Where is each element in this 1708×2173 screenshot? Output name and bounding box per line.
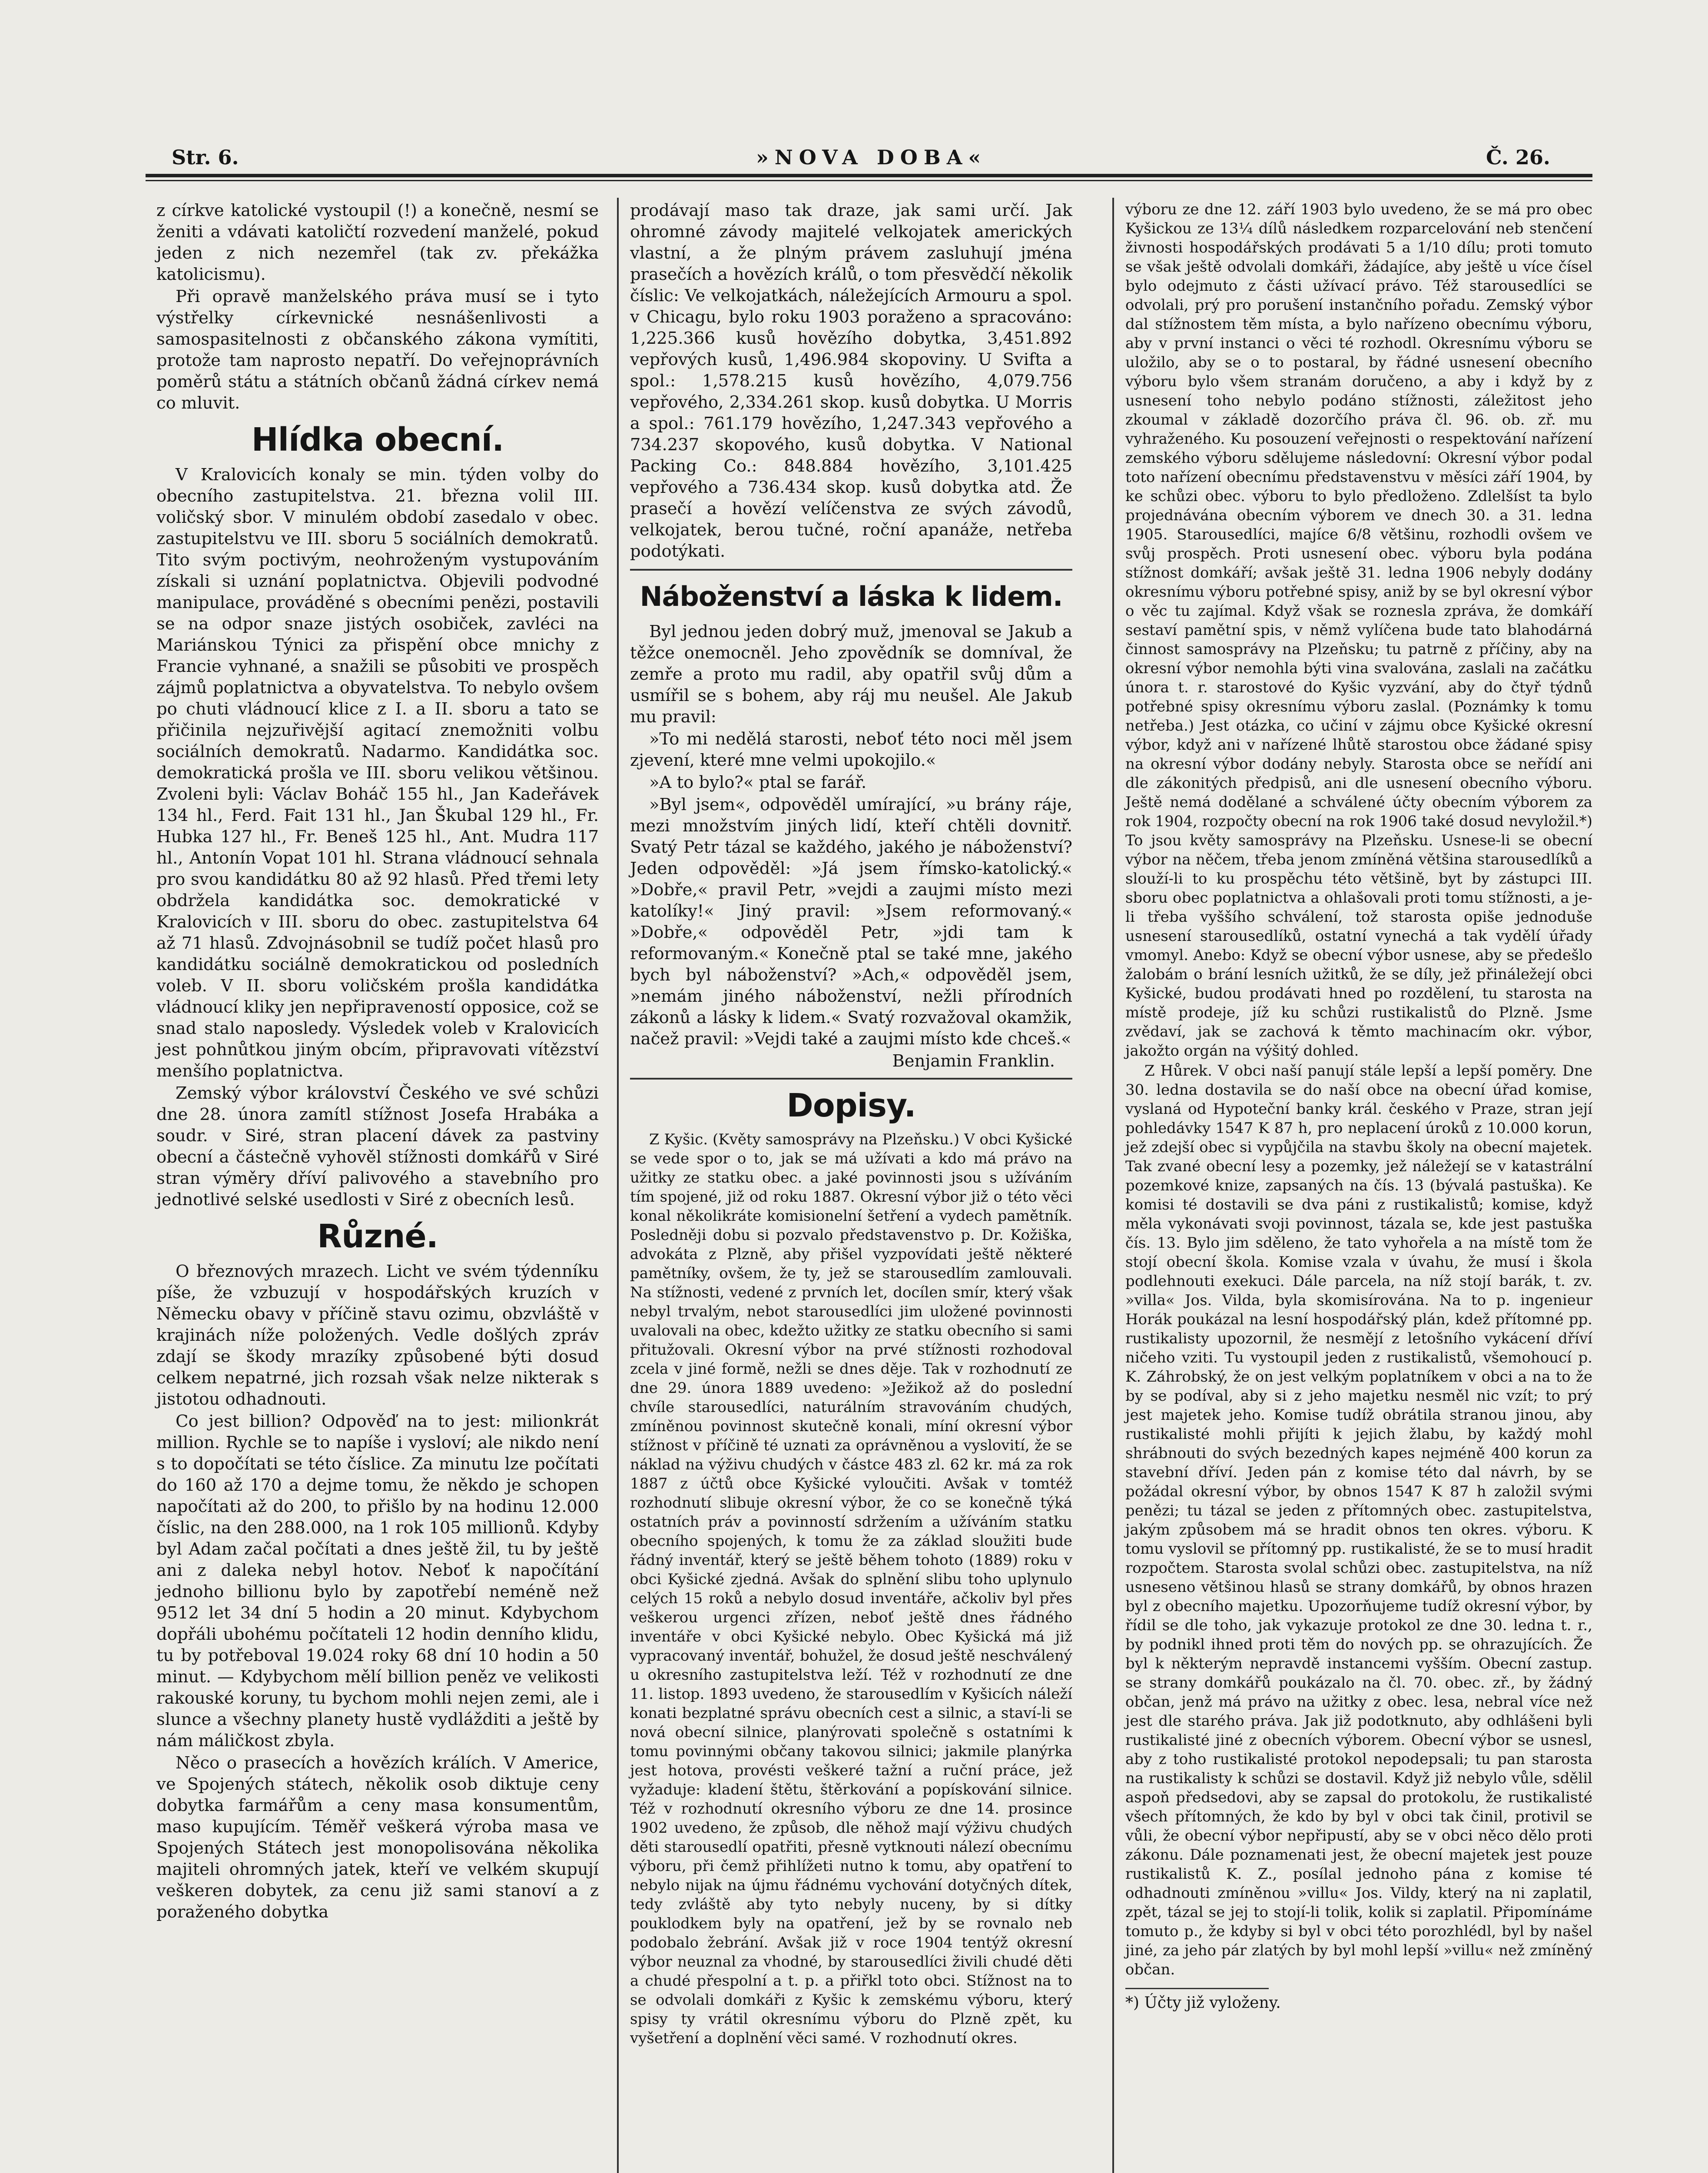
article-paragraph: Při opravě manželského práva musí se i tyto výstřelky církevnické nesnášenlivosti a samospasitelnosti z občanského zákona vymítiti, protože tam naprosto nepatří. Do veřejnoprávních poměrů státu a státních občanů žádná církev nemá co mluvit. [156, 287, 599, 413]
article-paragraph: »A to bylo?« ptal se farář. [649, 773, 867, 792]
footnote-rule [1125, 1988, 1269, 1989]
article-paragraph: Co jest billion? Odpověď na to jest: milionkrát million. Rychle se to napíše i vysloví; ale nikdo není s to dopočítati se této číslice. Za minutu lze počítati do 160 až 170 a dejme tomu, že někdo je schopen napočítati až do 200, to přišlo by na hodinu 12.000 číslic, na den 288.000, na 1 rok 105 millionů. Kdyby byl Adam začal počítati a dnes ještě žil, tu by ještě ani z daleka nebyl hotov. Neboť k napočítání jednoho billionu bylo by zapotřebí neméně než 9512 let 34 dní 5 hodin a 20 minut. Kdybychom dopřáli ubohému počítateli 12 hodin denního klidu, tu by potřeboval 19.024 roky 68 dní 10 hodin a 50 minut. — Kdybychom mělí billion peněz ve velikosti rakouské koruny, tu bychom mohli nejen zemi, ale i slunce a všechny planety hustě vydlážditi a ještě by nám máličkost zbyla. [156, 1412, 599, 1751]
article-paragraph: prodávají maso tak draze, jak sami určí. Jak ohromné závody majitelé velkojatek amerických vlastní, a že plným právem zasluhují jména prasečích a hovězích králů, o tom přesvědčí několik číslic: Ve velkojatkách, náležejících Armouru a spol. v Chicagu, bylo roku 1903 poraženo a spracováno: 1,225.366 kusů hovězího dobytka, 3,451.892 vepřových kusů, 1,496.984 skopoviny. U Svifta a spol.: 1,578.215 kusů hovězího, 4,079.756 vepřového, 2,334.261 skop. kusů dobytka. U Morris a spol.: 761.179 hovězího, 1,247.343 vepřového a 734.237 skopového, kusů dobytka. V National Packing Co.: 848.884 hovězího, 3,101.425 vepřového a 736.434 skop. kusů dobytka atd. Že prasečí a hovězí velíčenstva ze svých závodů, velkojatek, berou tučné, roční apanáže, netřeba podotýkati. [630, 201, 1072, 561]
article-paragraph: Byl jednou jeden dobrý muž, jmenoval se Jakub a těžce onemocněl. Jeho zpovědník se domníval, že zemře a proto mu radil, aby opatřil svůj dům a usmířil se s bohem, aby ráj mu neušel. Ale Jakub mu pravil: [630, 622, 1072, 727]
section-rule [630, 1078, 1072, 1080]
article-paragraph: Něco o prasecích a hovězích králích. V Americe, ve Spojených státech, několik osob diktuje ceny dobytka farmářům a ceny masa konsumentům, maso kupujícím. Téměř veškerá výroba masa ve Spojených Státech jest monopolisována několika majiteli ohromných jatek, kteří ve velkém skupují veškeren dobytek, za cenu již sami stanoví a z poraženého dobytka [156, 1753, 599, 1922]
article-signature: Benjamin Franklin. [892, 1051, 1055, 1071]
article-paragraph: Zemský výbor království Českého ve své schůzi dne 28. února zamítl stížnost Josefa Hrabáka a soudr. v Siré, stran placení dávek za pastviny obecní a částečně vyhověl stížnosti domkářů v Siré stran výměry dříví palivového a stavebního pro jednotlivé selské usedlosti v Siré z obecních lesů. [156, 1083, 599, 1209]
article-paragraph: O březnových mrazech. Licht ve svém týdenníku píše, že vzbuzují v hospodářských kruzích v Německu obavy v příčině stavu ozimu, obzvláště v krajinách níže položených. Vedle došlých zpráv zdají se škody mrazíky způsobené býti dosud celkem nepatrné, jich rozsah však nelze nikterak s jistotou odhadnouti. [156, 1262, 599, 1409]
column-1 [156, 200, 599, 1924]
article-paragraph: výboru ze dne 12. září 1903 bylo uvedeno, že se má pro obec Kyšickou ze 13¼ dílů následkem rozparcelování neb stenčení živnosti hospodářských prodávati 5 a 1/10 dílu; proti tomuto se však ještě odvolali domkáři, žádajíce, aby ještě u více čísel bylo odejmuto z části užívací právo. Též starousedlíci se odvolali, prý pro porušení instančního pořadu. Zemský výbor dal stížnostem těm místa, a bylo nařízeno obecnímu výboru, aby v první instanci o věci té rozhodl. Okresnímu výboru se uložilo, aby se o to postaral, by řádné usnesení obecního výboru bylo všem stranám doručeno, a aby i když by z usnesení toho nebylo podáno stížnosti, záležitost jeho zkoumal v základě dozorčího práva čl. 96. ob. zř. mu vyhraženého. Ku posouzení veřejnosti o respektování nařízení zemského výboru sdělujeme následovní: Okresní výbor podal toto nařízení obecnímu představenstvu v měsíci září 1904, by ke schůzi obec. výboru to bylo předloženo. Zdlelšíst ta bylo projednávána obecním výborem ve dnech 30. a 31. ledna 1905. Starousedlíci, majíce 6/8 většinu, rozhodli ovšem ve svůj prospěch. Proti usnesení obec. výboru byla podána stížnost domkáří; avšak ještě 31. ledna 1906 nebyly dodány okresnímu výboru potřebné spisy, aniž by se byl okresní výbor o věc tu zajímal. Když však se roznesla zpráva, že domkáří sestaví pamětní spis, v němž vylíčena bude tato blahodárná činnost samosprávy na Plzeňsku; tu patrně z příčiny, aby na okresní výbor nemohla býti vina svalována, zaslali na začátku února t. r. starostové do Kyšic vyzvání, aby do čtyř týdnů potřebné spisy okresnímu výboru zaslal. (Poznámky k tomu netřeba.) Jest otázka, co učiní v zájmu obce Kyšické okresní výbor, když ani v nařízené lhůtě starostou obce žádané spisy na okresní výbor dodány nebyly. Starosta obce se neřídí ani dle zákonitých předpisů, ani dle usnesení obecního výboru. Ještě nemá dodělané a schválené účty obecním výborem za rok 1904, rozpočty obecní na rok 1906 také dosud nevyložil.*) To jsou květy samosprávy na Plzeňsku. Usnese-li se obecní výbor na něčem, třeba jenom zmíněná většina starousedlíků a slouží-li to ku prospěchu této většině, byt by zástupci III. sboru obec poplatnictva a ohlašovali proti tomu stížnosti, a je-li třeba vyššího schválení, tož starosta opiše jednoduše usnesení starousedlíků, ostatní vynechá a tak vydělí úřady vmomyl. Anebo: Když se obecní výbor usnese, aby se předešlo žalobám o brání lesních užitků, že se díly, jež přináležejí obci Kyšické, budou prodávati hned po rozdělení, tu starosta na místě prodeje, jíž ku schůzi rustikalistů do Plzně. Jsme zvědaví, jak se zachová k těmto machinacím okr. výbor, jakožto orgán na výšitý dohled. [1125, 201, 1592, 1060]
section-heading-hlidka: Hlídka obecní. [251, 421, 504, 459]
article-paragraph: »To mi nedělá starosti, neboť této noci měl jsem zjevení, které mne velmi upokojilo.« [630, 729, 1072, 770]
section-heading-dopisy: Dopisy. [786, 1087, 916, 1124]
column-3 [1125, 200, 1592, 2014]
footnote: *) Účty již vyloženy. [1125, 1994, 1281, 2012]
section-heading-nabozenstvi: Náboženství a láska k lidem. [640, 581, 1063, 612]
header-rule-thin [146, 180, 1592, 181]
article-paragraph: V Kralovicích konaly se min. týden volby do obecního zastupitelstva. 21. března volil III. voličský sbor. V minulém období zasedalo v obec. zastupitelstvu ve III. sboru 5 sociálních demokratů. Tito svým poctivým, neohroženým vystupováním získali si uznání poplatnictva. Objevili podvodné manipulace, prováděné s obecními penězi, postavili se na odpor snaze jistých osobiček, zavléci na Mariánskou Týnici za přispění obce mnichy z Francie vyhnané, a snažili se působiti ve prospěch zájmů poplatnictva a obyvatelstva. To nebylo ovšem po chuti vládnoucí klice z I. a II. sboru a tato se přičinila nejzuřivější agitací znemožniti volbu sociálních demokratů. Nadarmo. Kandidátka soc. demokratická prošla ve III. sboru velikou většinou. Zvoleni byli: Václav Boháč 155 hl., Jan Kadeřávek 134 hl., Ferd. Fait 131 hl., Jan Škubal 129 hl., Fr. Hubka 127 hl., Fr. Beneš 125 hl., Ant. Mudra 117 hl., Antonín Vopat 101 hl. Strana vládnoucí sehnala pro svou kandidátku 80 až 92 hlasů. Před třemi lety obdržela kandidátka soc. demokratické v Kralovicích v III. sboru do obec. zastupitelstva 64 až 71 hlasů. Zdvojnásobnil se tudíž počet hlasů pro kandidátku sociálně demokratickou od posledních voleb. V II. sboru voličském prošla kandidátka vládnoucí kliky jen nepřipraveností opposice, což se snad stalo naposledy. Výsledek voleb v Kralovicích jest pohnůtkou jiným obcím, připravovati vítězství menšího poplatnictva. [156, 465, 599, 1081]
section-rule [630, 569, 1072, 571]
column-divider [617, 198, 619, 2173]
column-2 [630, 200, 1072, 2049]
article-paragraph: Z Hůrek. V obci naší panují stále lepší a lepší poměry. Dne 30. ledna dostavila se do naší obce na obecní úřad komise, vyslaná od Hypoteční banky král. českého v Praze, stran její pohledávky 1547 K 87 h, pro neplacení úroků z 10.000 korun, jež zdejší obec si vypůjčila na stavbu školy na obecní majetek. Tak zvané obecní lesy a pozemky, jež náležejí se v katastrální pozemkové knize, zapsaných na čís. 13 (bývalá pastuška). Ke komisi té dostavili se dva páni z rustikalistů; komise, když měla vykonávati svoji povinnost, tázala se, kde jest pastuška čís. 13. Bylo jim sděleno, že tato vyhořela a na místě tom že stojí obecní škola. Komise vzala v úvahu, že musí i škola podlehnouti exekuci. Dále parcela, na níž stojí barák, t. zv. »villa« Jos. Vilda, byla skomisírována. Na to p. ingenieur Horák poukázal na lesní hospodářský plán, kdež přítomné pp. rustikalisty upozornil, že nesmějí z letošního vykácení dříví ničeho vziti. Tu vystoupil jeden z rustikalistů, všemohoucí p. K. Záhrobský, že on jest velkým poplatníkem v obci a na to že by se podíval, aby si z jeho majetku nesměl nic vzít; to prý jest majetek jeho. Komise tudíž obrátila stranou jinou, aby rustikalisté mohli přijíti k jejich žlabu, by každý mohl shrábnouti do svých bezedných kapes nejméně 400 korun za stavební dříví. Jeden pán z komise této dal návrh, by se požádal okresní výbor, by obnos 1547 K 87 h založil svými penězi; tu tázal se jeden z přítomných obec. zastupitelstva, jakým způsobem má se hradit obnos ten okres. výboru. K tomu vyslovil se přítomný pp. rustikalisté, že se to musí hradit rozpočtem. Starosta svolal schůzi obec. zastupitelstva, na níž usneseno většinou hlasů se strany domkářů, by obnos hrazen byl z obecního majetku. Upozorňujeme tudíž okresní výbor, by řídil se dle toho, jak vykazuje protokol ze dne 30. ledna t. r., by podnikl ihned proti těm do nových pp. se ohrazujících. Že byl k některým nepravdě instancemi vyšším. Obecní zastup. se strany domkářů poukázalo na čl. 70. obec. zř., by žádný občan, jenž má právo na užitky z obec. lesa, nebral více než jest dle starého práva. Jak již podotknuto, aby odhlášeni byli rustikalisté jiné z obecních výborem. Obecní výbor se usnesl, aby z toho rustikalisté protokol nepodepsali; tu pan starosta na rustikalisty k schůzi se dostavil. Když již nebylo vůle, sdělil aspoň předsedovi, aby se zapsal do protokolu, že rustikalisté všech přítomných, že kdo by byl v obci tak činil, protivil se vůli, že obecní výbor nepřipustí, aby se v obci něco dělo proti zákonu. Dále poznamenati jest, že obecní majetek jest pouze rustikalistů K. Z., posílal jednoho pána z komise té odhadnouti zmíněnou »villu« Jos. Vildy, který na ni zaplatil, zpět, tázal se jej to stojí-li tolik, kolik si zaplatil. Připomínáme tomuto p., že kdyby si byl v obci této porozhlédl, byl by našel jiné, za jeho pár zlatých by byl mohl lepší »villu« než zmíněný občan. [1125, 1062, 1592, 1978]
page-number: Str. 6. [172, 146, 239, 169]
article-paragraph: »Byl jsem«, odpověděl umírající, »u brány ráje, mezi množstvím jiných lidí, kteří chtěli dovnitř. Svatý Petr tázal se každého, jakého je náboženství? Jeden odpověděl: »Já jsem římsko-katolický.« »Dobře,« pravil Petr, »vejdi a zaujmi místo mezi katolíky!« Jiný pravil: »Jsem reformovaný.« »Dobře,« odpověděl Petr, »jdi tam k reformovaným.« Konečně ptal se také mne, jakého bych byl náboženství? »Ach,« odpověděl jsem, »nemám jiného náboženství, nežli přírodních zákonů a lásky k lidem.« Svatý rozvažoval okamžik, načež pravil: »Vejdi také a zaujmi místo kde chceš.« [630, 795, 1072, 1049]
header-rule [146, 174, 1592, 177]
column-divider [1112, 198, 1114, 2173]
article-paragraph: z církve katolické vystoupil (!) a konečně, nesmí se ženiti a vdávati katoličtí rozvedení manželé, pokud jeden z nich nezemřel (tak zv. překážka katolicismu). [156, 201, 599, 284]
journal-title: »NOVA DOBA« [756, 146, 987, 169]
section-heading-ruzne: Různé. [317, 1218, 438, 1255]
issue-number: Č. 26. [1486, 146, 1550, 169]
article-paragraph: Z Kyšic. (Květy samosprávy na Plzeňsku.) V obci Kyšické se vede spor o to, jak se má užívati a kdo má právo na užitky ze statku obec. a jaké povinnosti jsou s užíváním tím spojené, již od roku 1887. Okresní výbor již o této věci konal několikráte komisionelní šetření a vydech pamětník. Posledněji dobu si pozvalo představenstvo p. Dr. Kožiška, advokáta z Plzně, aby přišel vyzpovídati ještě některé pamětníky, ovšem, že ty, jež se starousedlím zamlouvali. Na stížnosti, vedené z prvních let, docílen smír, který však nebyl trvalým, nebot starousedlíci jim uložené povinnosti uvalovali na obec, kdežto užitky ze statku obecního si sami přitužovali. Okresní výbor na prvé stížnosti rozhodoval zcela v jiné formě, nežli se dnes děje. Tak v rozhodnutí ze dne 29. února 1889 uvedeno: »Ježikož až do poslední chvíle starousedlíci, naturálním stravováním chudých, zmíněnou povinnost skutečně konali, míní okresní výbor stížnost v příčině té uznati za oprávněnou a vyslovití, že se náklad na výživu chudých v částce 483 zl. 62 kr. má za rok 1887 z účtů obce Kyšické vyloučiti. Avšak v tomtéž rozhodnutí slibuje okresní výbor, že co se konečně týká ostatních práv a povinností sdržením a užíváním statku obecního spojených, k tomu že za základ sloužiti bude řádný inventář, který se ještě během tohoto (1889) roku v obci Kyšické zjedná. Avšak do splnění slibu toho uplynulo celých 15 roků a nebylo dosud inventáře, ačkoliv byl přes veškerou urgenci zřízen, neboť ještě dnes řádného inventáře v obci Kyšické nebylo. Obec Kyšická má již vypracovaný inventář, bohužel, že dosud ještě neschválený u okresního zastupitelstva leží. Též v rozhodnutí ze dne 11. listop. 1893 uvedeno, že starousedlím v Kyšicích náleží konati bezplatné správu obecních cest a silnic, a staví-li se nová obecní silnice, planýrovati společně s ostatními k tomu povinnými občany takovou silnici; jakmile planýrka jest hotova, provésti veškeré tažní a ruční práce, jež vyžaduje: kladení štětu, štěrkování a popískování silnice. Též v rozhodnutí okresního výboru ze dne 14. prosince 1902 uvedeno, že způsob, dle něhož mají výživu chudých děti starousedlí opatřiti, přesně vytknouti nálezí obecnímu výboru, při čemž přihlížeti nutno k tomu, aby opatření to nebylo nijak na újmu řádnému vychování dotyčných dítek, tedy zvláště aby tyto nebyly nuceny, by si dítky pouklodkem byly na opatření, jež by se rovnalo neb podobalo žebrání. Avšak již v roce 1904 tentýž okresní výbor neuznal za vhodné, by starousedlíci živili chudé děti a chudé přespolní a t. p. a přiřkl toto obci. Stížnost na to se odvolali domkáři z Kyšic k zemskému výboru, který spisy ty vrátil okresnímu výboru do Plzně zpět, ku vyšetření a doplnění věci samé. V rozhodnutí okres. [630, 1131, 1072, 2047]
